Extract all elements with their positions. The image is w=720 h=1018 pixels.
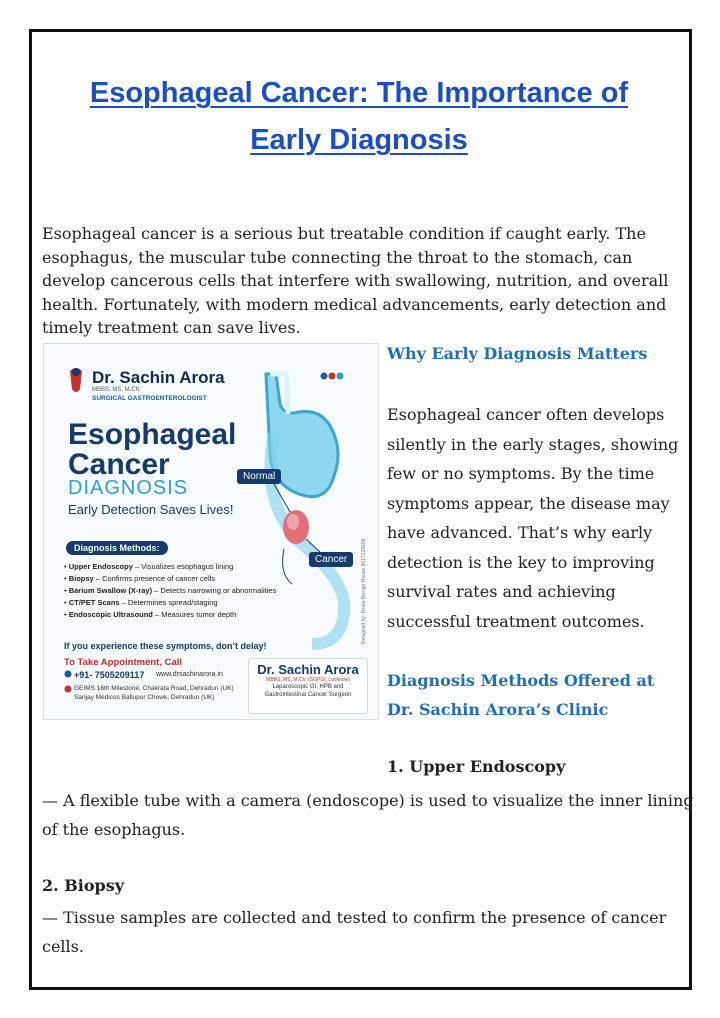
why-heading: Why Early Diagnosis Matters (387, 344, 648, 363)
poster-method-item: • Endoscopic Ultrasound – Measures tumor depth (64, 610, 237, 619)
poster-headline-1: Esophageal (68, 418, 237, 451)
poster-method-item: • Biopsy – Confirms presence of cancer cells (64, 574, 216, 583)
poster-phone: +91- 7505209117 (74, 670, 145, 680)
poster-method-item: • Upper Endoscopy – Visualizes esophagus lining (64, 562, 234, 571)
title-line: Esophageal Cancer: The Importance of (89, 77, 629, 109)
title-line: Early Diagnosis (250, 124, 468, 156)
methods-heading-line: Dr. Sachin Arora’s Clinic (387, 700, 609, 719)
poster-appointment: To Take Appointment, Call (64, 657, 183, 668)
tumor-icon (283, 510, 309, 544)
methods-heading (387, 666, 654, 724)
poster-tagline: Early Detection Saves Lives! (68, 502, 234, 517)
intro-line: esophagus, the muscular tube connecting the throat to the stomach, can (42, 247, 633, 267)
method-2-line: cells. (42, 937, 84, 956)
esophageal-cancer-poster (43, 343, 379, 720)
why-line: few or no symptoms. By the time (387, 464, 655, 483)
label-normal: Normal (237, 469, 281, 484)
poster-specialty: SURGICAL GASTROENTEROLOGIST (92, 395, 207, 402)
poster-headline-3: DIAGNOSIS (68, 477, 189, 499)
page-title (34, 70, 684, 164)
poster-doctor-card: Dr. Sachin Arora MBBS, MS, M.Ch. (SGPGI, Lucknow) Laparoscopic GI, HPB and Gastrointestinal Cancer Surgeon (248, 658, 368, 714)
intro-line: Esophageal cancer is a serious but treatable condition if caught early. The (42, 224, 646, 243)
poster-credentials: MBBS, MS, M.Ch. (92, 387, 141, 393)
poster-address: GEIMS 16th Milestone, Chakrata Road, Dehradun (UK) Sanjay Medicos Ballupur Chowk, Dehradun (UK) (74, 685, 234, 701)
why-line: symptoms appear, the disease may (387, 493, 670, 513)
poster-methods-label: Diagnosis Methods: (66, 541, 168, 555)
phone-icon (65, 671, 72, 678)
methods-heading-line: Diagnosis Methods Offered at (387, 671, 655, 690)
method-1-line: of the esophagus. (42, 820, 186, 839)
intro-line: health. Fortunately, with modern medical advancements, early detection and (42, 294, 667, 314)
poster-methods-list (64, 561, 276, 621)
doctor-logo-icon (70, 368, 82, 392)
poster-headline-2: Cancer (68, 448, 170, 481)
poster-designer-credit: Designed by: Rewa Design House 8617123608 (361, 538, 367, 644)
method-2-description (42, 903, 687, 961)
why-paragraph (387, 400, 677, 636)
why-line: successful treatment outcomes. (387, 611, 645, 631)
intro-line: timely treatment can save lives. (42, 318, 301, 337)
poster-method-item: • Barium Swallow (X-ray) – Detects narrowing or abnormalities (64, 586, 277, 595)
method-1-line: — A flexible tube with a camera (endoscope) is used to visualize the inner lining (42, 791, 694, 810)
poster-doctor-name: Dr. Sachin Arora (92, 368, 225, 387)
method-2-line: — Tissue samples are collected and tested to confirm the presence of cancer (42, 908, 667, 927)
method-1-description (42, 786, 694, 844)
why-line: detection is the key to improving (387, 552, 655, 572)
intro-paragraph (42, 222, 672, 340)
poster-method-item: • CT/PET Scans – Determines spread/staging (64, 598, 218, 607)
poster-website: www.drsachinarora.in (156, 671, 223, 678)
location-icon (65, 686, 72, 693)
label-cancer: Cancer (309, 552, 353, 567)
why-line: Esophageal cancer often develops (387, 405, 665, 424)
poster-warning: If you experience these symptoms, don’t delay! (64, 641, 267, 651)
method-2-title: 2. Biopsy (42, 876, 125, 895)
intro-line: develop cancerous cells that interfere with swallowing, nutrition, and overall (42, 271, 669, 290)
why-line: survival rates and achieving (387, 582, 616, 601)
method-1-title: 1. Upper Endoscopy (387, 757, 566, 776)
why-line: silently in the early stages, showing (387, 434, 679, 454)
why-line: have advanced. That’s why early (387, 523, 653, 542)
stomach-illustration-icon (266, 374, 344, 644)
